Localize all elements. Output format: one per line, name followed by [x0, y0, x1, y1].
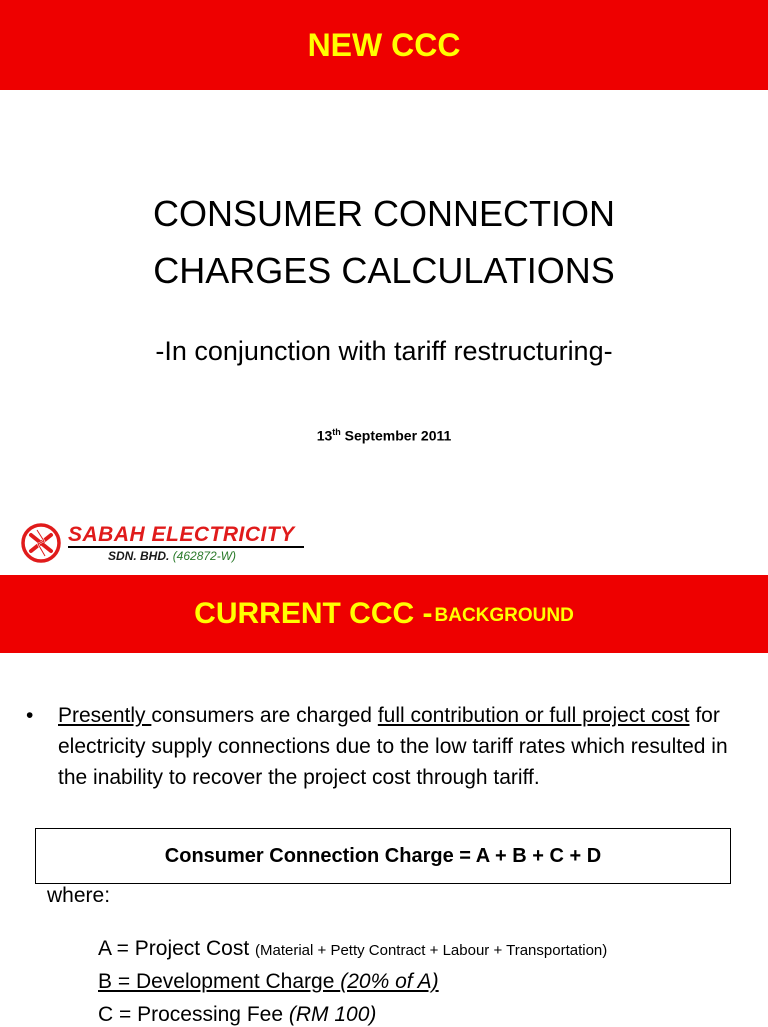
title-line-2: CHARGES CALCULATIONS — [153, 250, 615, 291]
formula-text: Consumer Connection Charge = A + B + C + D — [164, 844, 602, 867]
item-c — [98, 1003, 376, 1027]
item-a-label: A = Project Cost — [98, 937, 255, 960]
item-a-detail: (Material + Petty Contract + Labour + Transportation) — [255, 942, 608, 959]
subtitle: -In conjunction with tariff restructuring- — [155, 336, 613, 366]
bullet-part-presently: Presently — [58, 704, 152, 727]
item-b-text — [98, 970, 439, 993]
bullet-dot-icon: • — [26, 704, 34, 727]
item-a — [98, 937, 607, 961]
slide2-banner-main: CURRENT CCC - — [194, 597, 433, 630]
slide1-banner-text: NEW CCC — [307, 26, 461, 63]
sabah-electricity-logo — [20, 522, 312, 566]
date-suffix: th — [332, 427, 341, 437]
date — [0, 427, 768, 444]
logo-reg: (462872-W) — [172, 549, 237, 563]
bullet-text — [58, 700, 736, 793]
item-b-label: B = Development Charge — [98, 970, 341, 993]
item-b-detail: (20% of A) — [340, 970, 439, 993]
formula-box — [35, 828, 731, 884]
date-rest: September 2011 — [340, 427, 452, 444]
item-b — [98, 970, 439, 994]
logo-wordmark: SABAH ELECTRICITY — [68, 523, 295, 546]
bullet-part-4: for electricity supply connections due to the low tariff rates which resulted in the inability to recover the project cost through tariff. — [58, 704, 728, 789]
title-line-1: CONSUMER CONNECTION — [152, 193, 615, 234]
logo-sdn: SDN. BHD. — [108, 549, 170, 563]
logo-subline — [68, 546, 304, 563]
slide1-banner — [0, 0, 768, 90]
date-day: 13 — [316, 427, 333, 444]
bullet-part-full-cost: full contribution or full project cost — [377, 704, 690, 727]
slide2-banner — [0, 575, 768, 653]
item-c-detail: (RM 100) — [288, 1003, 377, 1026]
where-label: where: — [47, 884, 111, 907]
bullet-part-2: consumers are charged — [151, 704, 378, 727]
item-c-label: C = Processing Fee — [98, 1003, 289, 1026]
slide2-banner-small: BACKGROUND — [434, 605, 574, 626]
logo-mark-icon — [20, 522, 62, 564]
bullet-paragraph — [26, 700, 736, 793]
